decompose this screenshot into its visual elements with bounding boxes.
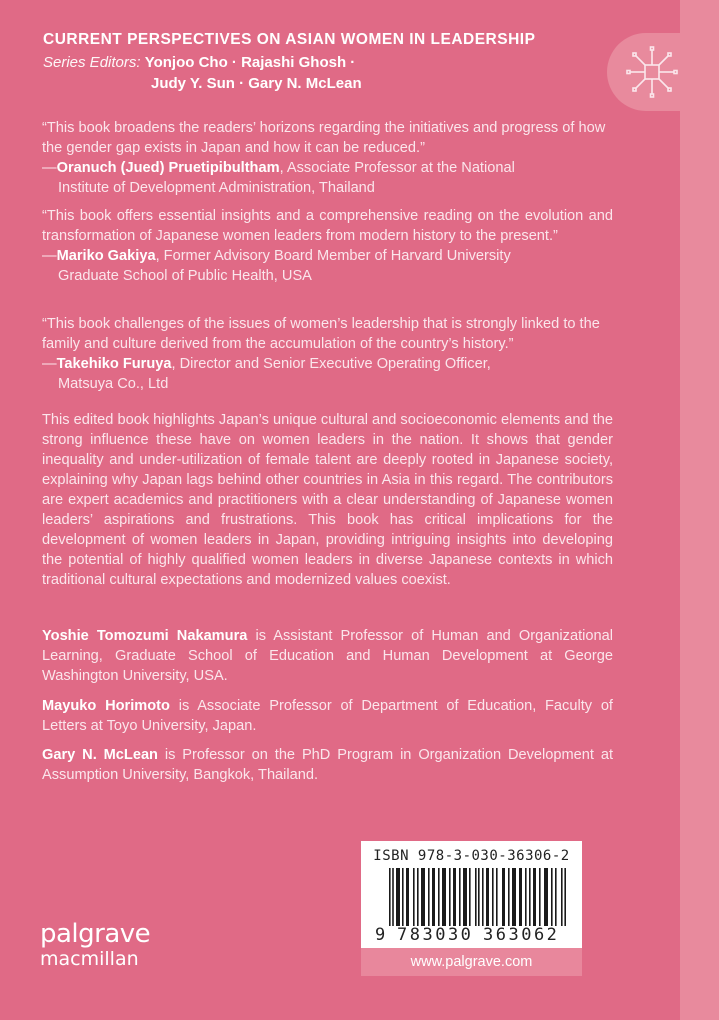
isbn-barcode-box (361, 841, 582, 948)
endorsement-quote: “This book offers essential insights and a comprehensive reading on the evolution and transformation of Japanese women leaders from modern history to the present.” (42, 208, 613, 244)
barcode-icon (389, 868, 567, 926)
logo-macmillan: macmillan (40, 948, 139, 970)
endorsement-quote: “This book challenges of the issues of women’s leadership that is strongly linked to the family and culture derived from the accumulation of the country’s history.” (42, 316, 600, 352)
endorsement-attribution (42, 354, 613, 394)
endorsement-3 (42, 314, 613, 394)
author-name: Mayuko Horimoto (42, 698, 170, 714)
book-description: This edited book highlights Japan’s unique cultural and socioeconomic elements and the strong influence these have on women leaders in the nation. It shows that gender inequality and under-utilization of female talent are deeply rooted in Japanese society, explaining why Japan lags behind other countries in Asia in this regard. The contributors are expert academics and practitioners with a clear understanding of Japanese women leaders’ aspirations and frustrations. This book has critical implications for the development of women leaders in Japan, providing intriguing insights into developing the potential of highly qualified women leaders in diverse Japanese contexts in which traditional cultural expectations and modernized values coexist. (42, 412, 613, 588)
author-bio-3 (42, 745, 613, 785)
spine-edge-strip (680, 0, 719, 1020)
publisher-website[interactable]: www.palgrave.com (361, 948, 582, 976)
author-bio-2 (42, 696, 613, 736)
author-description: is Associate Professor of Department of Education, Faculty of Letters at Toyo University, Japan. (42, 698, 613, 734)
series-editors-line2: Judy Y. Sun · Gary N. McLean (151, 75, 362, 92)
endorsement-1 (42, 118, 613, 198)
endorser-name: Takehiko Furuya (56, 356, 172, 372)
barcode-digit-first: 9 (375, 925, 386, 945)
barcode-digits-right: 363062 (483, 925, 560, 945)
endorsement-attribution (42, 246, 613, 286)
endorsement-quote: “This book broadens the readers’ horizons regarding the initiatives and progress of how the gender gap exists in Japan and how it can be reduced.” (42, 120, 606, 156)
author-description: is Professor on the PhD Program in Organization Development at Assumption University, Bangkok, Thailand. (42, 747, 613, 783)
series-editors-label: Series Editors: (43, 54, 141, 71)
endorsement-attribution (42, 158, 613, 198)
endorser-name: Oranuch (Jued) Pruetipibultham (56, 160, 280, 176)
endorser-role-cont: Graduate School of Public Health, USA (58, 268, 312, 284)
endorser-role: , Former Advisory Board Member of Harvard University (155, 248, 511, 264)
network-node-icon (624, 44, 680, 100)
barcode-digits-left: 783030 (397, 925, 474, 945)
endorser-role: , Associate Professor at the National (279, 160, 515, 176)
endorser-name: Mariko Gakiya (56, 248, 156, 264)
dash: — (42, 356, 57, 372)
publisher-logo (40, 920, 150, 970)
author-name: Yoshie Tomozumi Nakamura (42, 628, 248, 644)
endorser-role-cont: Matsuya Co., Ltd (58, 376, 169, 392)
isbn-label: ISBN 978-3-030-36306-2 (373, 848, 570, 864)
author-description: is Assistant Professor of Human and Organizational Learning, Graduate School of Education and Human Development at George Washington University, USA. (42, 628, 613, 684)
dash: — (42, 160, 57, 176)
endorser-role: , Director and Senior Executive Operating Officer, (171, 356, 491, 372)
series-header (43, 31, 603, 94)
series-editors (43, 52, 603, 94)
author-bio-1 (42, 626, 613, 686)
series-title: CURRENT PERSPECTIVES ON ASIAN WOMEN IN LEADERSHIP (43, 31, 536, 48)
author-name: Gary N. McLean (42, 747, 158, 763)
dash: — (42, 248, 57, 264)
logo-palgrave: palgrave (40, 919, 151, 949)
endorsement-2 (42, 206, 613, 286)
series-editors-line1: Yonjoo Cho · Rajashi Ghosh · (144, 54, 356, 71)
endorser-role-cont: Institute of Development Administration, Thailand (58, 180, 375, 196)
